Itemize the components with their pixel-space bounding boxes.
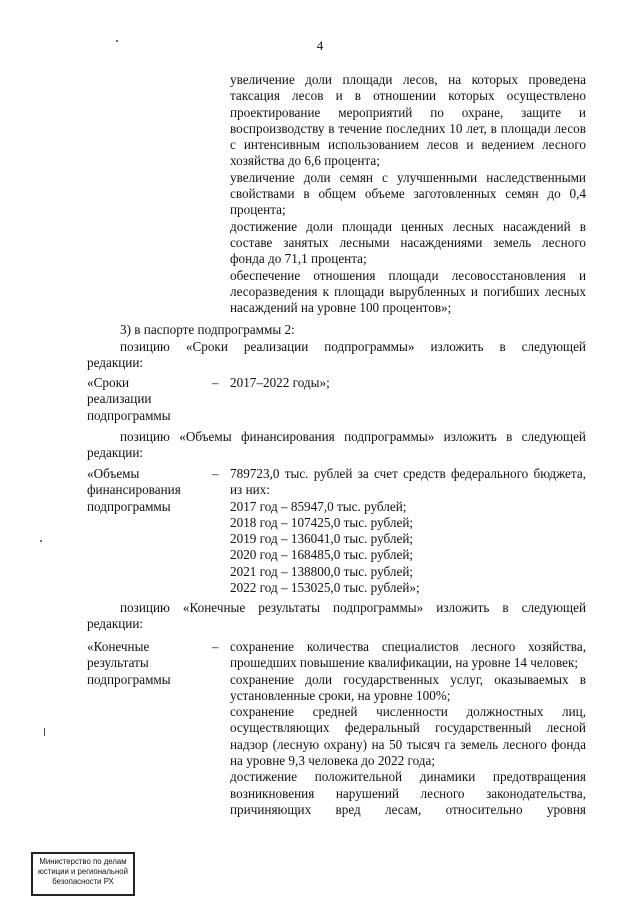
funding-total: 789723,0 тыс. рублей за счет средств федерального бюджета, из них:	[230, 466, 586, 498]
stamp-line: безопасности РХ	[52, 877, 114, 886]
funding-year: 2017 год – 85947,0 тыс. рублей;	[230, 498, 407, 514]
label-line: «Сроки	[87, 375, 130, 390]
bullet-paragraph: увеличение доли площади лесов, на которых проведена таксация лесов и в отношении которых осуществлено проектирование мероприятий по охране, защите и воспроизводству в течение последних 10 лет, в площади лесов с интенсивным использованием лесов и ведением лесного хозяйства до 6,6 процента;	[230, 72, 586, 169]
funding-year: 2020 год – 168485,0 тыс. рублей;	[230, 547, 414, 563]
results-dash: –	[212, 639, 219, 654]
funding-year: 2022 год – 153025,0 тыс. рублей»;	[230, 580, 420, 596]
result-item: сохранение количества специалистов лесного хозяйства, прошедших повышение квалификации, на уровне 14 человек;	[230, 639, 586, 671]
term-value: 2017–2022 годы»;	[230, 375, 330, 390]
bullet-paragraph: достижение доли площади ценных лесных насаждений в составе занятых лесными насаждениями земель лесного фонда до 71,1 процента;	[230, 218, 586, 267]
funding-dash: –	[212, 466, 219, 481]
bullet-paragraph: обеспечение отношения площади лесовосстановления и лесоразведения к площади вырубленных и погибших лесных насаждений на уровне 100 процентов»;	[230, 267, 586, 316]
results-value	[230, 639, 586, 818]
funding-year: 2021 год – 138800,0 тыс. рублей;	[230, 563, 414, 579]
result-item: сохранение доли государственных услуг, оказываемых в установленные сроки, на уровне 100%;	[230, 671, 586, 703]
term-intro-cont: редакции:	[87, 355, 144, 370]
stamp-line: Министерство по делам	[39, 857, 127, 866]
funding-year: 2019 год – 136041,0 тыс. рублей;	[230, 531, 414, 547]
ministry-stamp	[31, 852, 135, 896]
funding-label	[87, 466, 207, 515]
term-dash: –	[212, 375, 219, 390]
funding-intro: позицию «Объемы финансирования подпрограммы» изложить в следующей	[120, 429, 586, 444]
term-intro: позицию «Сроки реализации подпрограммы» изложить в следующей	[120, 339, 586, 354]
funding-intro-cont: редакции:	[87, 445, 144, 460]
results-label	[87, 639, 207, 688]
label-line: финансирования	[87, 482, 181, 498]
result-item: достижение положительной динамики предотвращения возникновения нарушений лесного законодательства, причиняющих вред лесам, относительно уровня	[230, 769, 586, 817]
results-intro-cont: редакции:	[87, 616, 144, 631]
scan-speck	[116, 40, 118, 42]
scan-speck	[40, 540, 42, 542]
section-heading: 3) в паспорте подпрограммы 2:	[120, 322, 295, 337]
label-line: «Объемы	[87, 466, 140, 481]
label-line: подпрограммы	[87, 671, 171, 687]
label-line: результаты	[87, 655, 149, 671]
term-label	[87, 375, 207, 424]
funding-value	[230, 466, 586, 596]
scan-speck	[44, 728, 45, 736]
page-number: 4	[316, 38, 324, 53]
label-line: реализации	[87, 391, 152, 407]
label-line: подпрограммы	[87, 498, 171, 514]
label-line: подпрограммы	[87, 407, 171, 423]
result-item: сохранение средней численности должностных лиц, осуществляющих федеральный государственный лесной надзор (лесную охрану) на 50 тысяч га земель лесного фонда на уровне 9,3 человека до 2022 года;	[230, 704, 586, 769]
stamp-line: юстиции и региональной	[38, 867, 128, 876]
label-line: «Конечные	[87, 639, 150, 654]
funding-year: 2018 год – 107425,0 тыс. рублей;	[230, 514, 414, 530]
bullet-paragraph: увеличение доли семян с улучшенными наследственными свойствами в общем объеме заготовленных семян до 0,4 процента;	[230, 169, 586, 218]
intro-bullet-list	[230, 72, 586, 316]
results-intro: позицию «Конечные результаты подпрограммы» изложить в следующей	[120, 600, 586, 615]
